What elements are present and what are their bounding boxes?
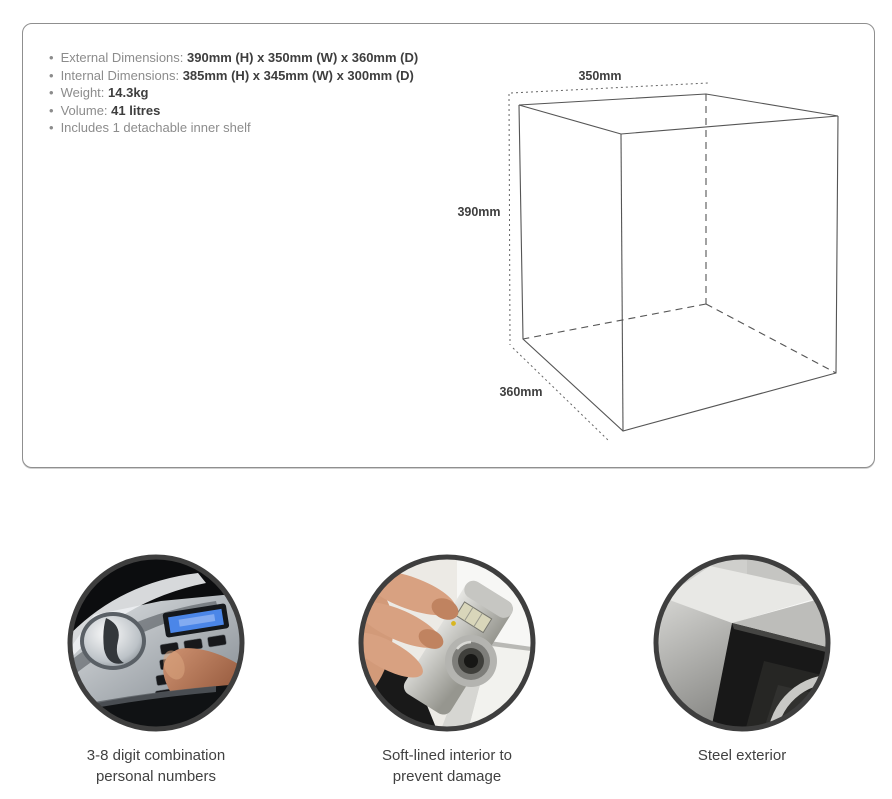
feature-steel-exterior xyxy=(622,553,862,766)
spec-item-shelf xyxy=(49,119,418,137)
caption-line: Soft-lined interior to xyxy=(381,747,513,764)
spec-item-volume xyxy=(49,102,418,120)
spec-label: External Dimensions: xyxy=(60,50,188,65)
soft-interior-photo xyxy=(357,553,537,733)
specifications-panel xyxy=(22,23,875,468)
spec-value: 14.3kg xyxy=(108,85,149,100)
spec-label: Internal Dimensions: xyxy=(60,67,183,83)
spec-list xyxy=(49,49,418,137)
cube-hidden-edges xyxy=(523,94,836,373)
spec-label: Volume: xyxy=(60,102,112,118)
spec-item-external-dimensions xyxy=(49,49,418,67)
spec-item-internal-dimensions xyxy=(49,67,418,85)
width-dimension-label: 350mm xyxy=(578,69,622,83)
feature-soft-interior xyxy=(327,553,567,787)
steel-exterior-photo xyxy=(652,553,832,733)
keypad-photo xyxy=(66,553,246,733)
caption-line: personal numbers xyxy=(95,768,217,785)
safe-knob xyxy=(80,612,146,670)
dimensions-diagram xyxy=(451,56,871,456)
spec-item-weight xyxy=(49,84,418,102)
spec-label: Weight: xyxy=(60,85,109,100)
caption-line: prevent damage xyxy=(392,768,502,785)
feature-keypad xyxy=(36,553,276,787)
cube-visible-edges xyxy=(519,94,838,431)
height-dimension-label: 390mm xyxy=(457,205,501,219)
feature-caption xyxy=(36,745,276,787)
camera-lens xyxy=(445,635,497,687)
spec-value: 41 litres xyxy=(111,102,161,118)
spec-value: 390mm (H) x 350mm (W) x 360mm (D) xyxy=(187,50,419,65)
caption-line: Steel exterior xyxy=(697,747,787,764)
feature-caption xyxy=(327,745,567,787)
feature-highlights xyxy=(0,553,892,799)
spec-value: 385mm (H) x 345mm (W) x 300mm (D) xyxy=(182,67,414,83)
caption-line: 3-8 digit combination xyxy=(86,747,226,764)
feature-caption xyxy=(622,745,862,766)
spec-label: Includes 1 detachable inner shelf xyxy=(60,120,251,135)
depth-dimension-label: 360mm xyxy=(499,385,543,399)
